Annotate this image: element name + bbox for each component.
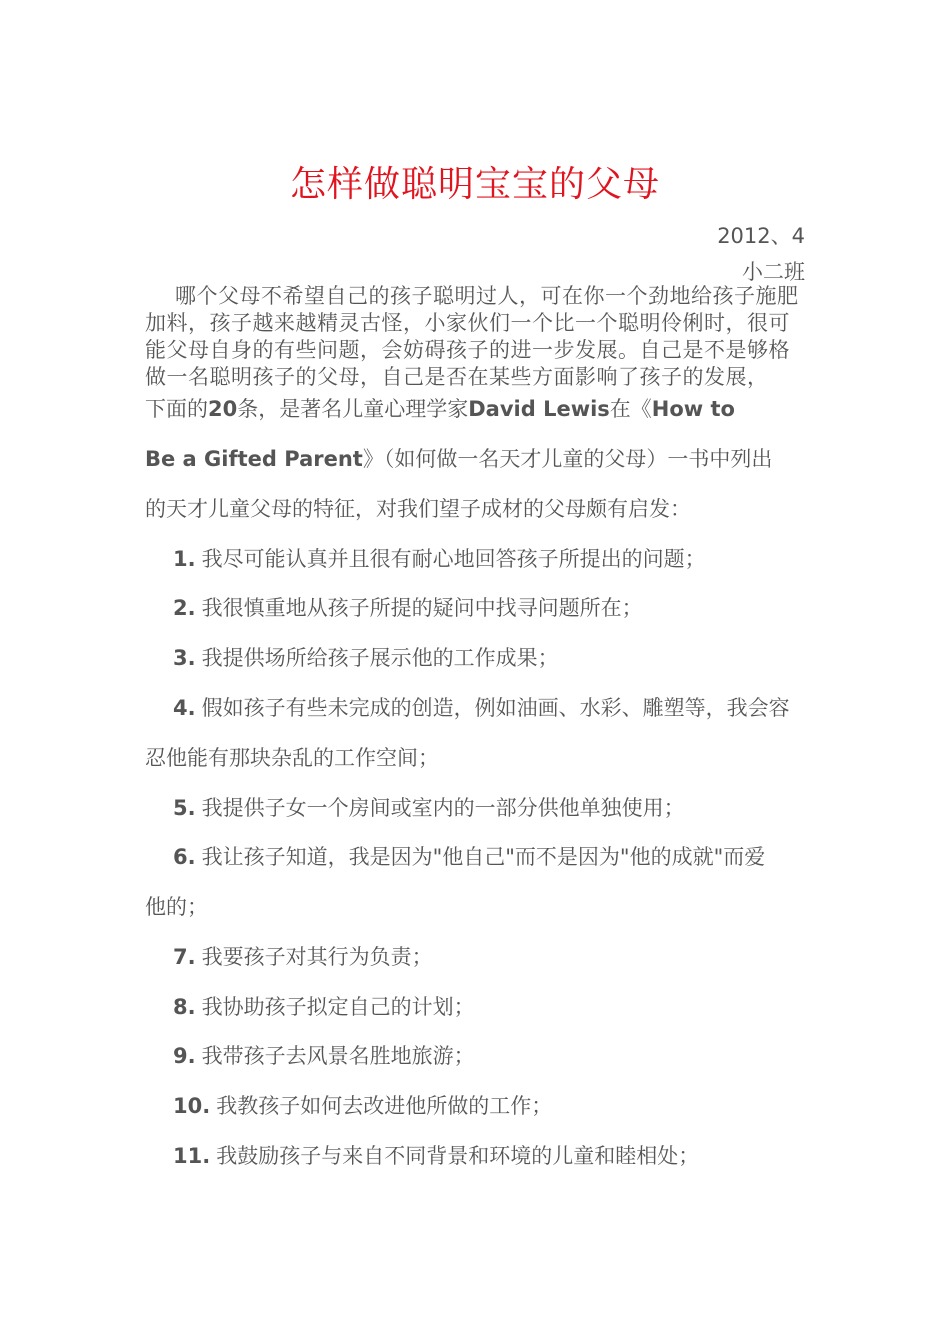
item-number: 4. bbox=[173, 696, 196, 720]
document-title: 怎样做聪明宝宝的父母 bbox=[289, 164, 660, 205]
item-text: 我鼓励孩子与来自不同背景和环境的儿童和睦相处； bbox=[216, 1144, 700, 1168]
item-text: 我很慎重地从孩子所提的疑问中找寻问题所在； bbox=[201, 596, 643, 620]
intro-paragraph: 哪个父母不希望自己的孩子聪明过人，可在你一个劲地给孩子施肥加料，孩子越来越精灵古怪，小家伙们一个比一个聪明伶俐时，很可能父母自身的有些问题，会妨碍孩子的进一步发展。自己是不是够格做一名聪明孩子的父母，自己是否在某些方面影响了孩子的发展， bbox=[145, 284, 799, 389]
item-number: 9. bbox=[173, 1044, 196, 1068]
list-item bbox=[173, 793, 833, 823]
text-span: 在《 bbox=[609, 397, 652, 421]
list-item bbox=[173, 1091, 833, 1121]
item-text: 我带孩子去风景名胜地旅游； bbox=[201, 1044, 475, 1068]
list-item bbox=[173, 842, 833, 872]
item-number: 5. bbox=[173, 796, 196, 820]
document-date: 2012、4 bbox=[717, 224, 805, 248]
item-text: 我让孩子知道，我是因为"他自己"而不是因为"他的成就"而爱 bbox=[201, 845, 766, 869]
list-item bbox=[173, 942, 833, 972]
list-item bbox=[173, 544, 833, 574]
item-text: 我要孩子对其行为负责； bbox=[201, 945, 433, 969]
list-item bbox=[173, 1041, 833, 1071]
item-number: 11. bbox=[173, 1144, 211, 1168]
item-text: 我尽可能认真并且很有耐心地回答孩子所提出的问题； bbox=[201, 547, 706, 571]
list-item bbox=[173, 992, 833, 1022]
author-name: David Lewis bbox=[468, 397, 610, 421]
text-span: 条，是著名儿童心理学家 bbox=[237, 397, 469, 421]
book-title-part-2: Be a Gifted Parent bbox=[145, 447, 363, 471]
item-number: 7. bbox=[173, 945, 196, 969]
item-number: 1. bbox=[173, 547, 196, 571]
class-name: 小二班 bbox=[742, 260, 805, 284]
item-text: 我协助孩子拟定自己的计划； bbox=[201, 995, 475, 1019]
book-title-part-1: How to bbox=[651, 397, 735, 421]
intro-source-line-2 bbox=[145, 444, 825, 474]
list-item bbox=[173, 1141, 833, 1171]
item-text: 我提供子女一个房间或室内的一部分供他单独使用； bbox=[201, 796, 685, 820]
item-text: 假如孩子有些未完成的创造，例如油画、水彩、雕塑等，我会容 bbox=[201, 696, 790, 720]
count-number: 20 bbox=[208, 397, 238, 421]
list-item-continuation: 忍他能有那块杂乱的工作空间； bbox=[145, 746, 439, 770]
item-number: 10. bbox=[173, 1094, 211, 1118]
list-item-continuation: 他的； bbox=[145, 895, 208, 919]
item-text: 我提供场所给孩子展示他的工作成果； bbox=[201, 646, 559, 670]
intro-source-line-3: 的天才儿童父母的特征，对我们望子成材的父母颇有启发： bbox=[145, 497, 691, 521]
item-number: 6. bbox=[173, 845, 196, 869]
list-item bbox=[173, 643, 833, 673]
item-text: 我教孩子如何去改进他所做的工作； bbox=[216, 1094, 553, 1118]
item-number: 2. bbox=[173, 596, 196, 620]
list-item bbox=[173, 693, 833, 723]
item-number: 8. bbox=[173, 995, 196, 1019]
item-number: 3. bbox=[173, 646, 196, 670]
text-span: 》（如何做一名天才儿童的父母）一书中列出 bbox=[362, 447, 773, 471]
list-item bbox=[173, 593, 833, 623]
intro-source-line-1 bbox=[145, 394, 825, 424]
text-span: 下面的 bbox=[145, 397, 208, 421]
